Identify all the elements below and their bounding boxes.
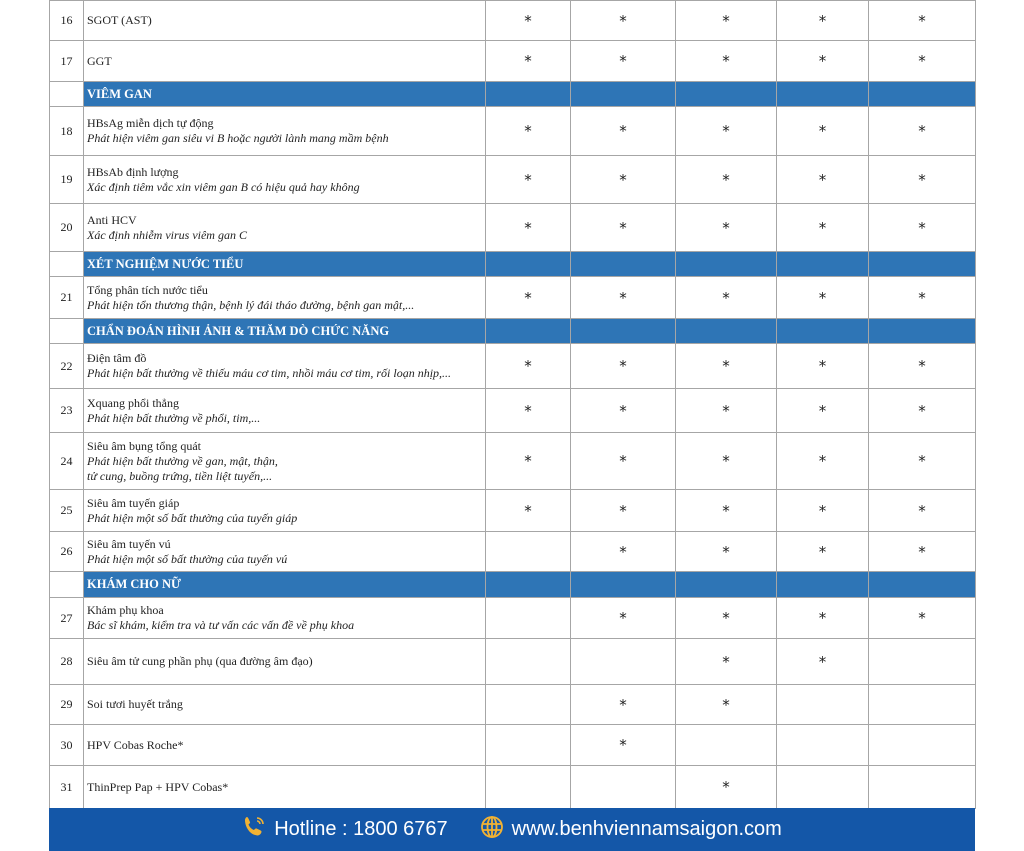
included-mark: *: [918, 288, 926, 307]
included-mark: *: [619, 218, 627, 237]
included-mark: *: [722, 170, 730, 189]
package-3-cell: [676, 156, 777, 204]
package-3-cell: [676, 433, 777, 490]
service-description: Phát hiện bất thường về phổi, tim,...: [87, 410, 261, 425]
row-number-empty: [50, 319, 84, 344]
service-cell: [84, 204, 486, 252]
service-description: Phát hiện tổn thương thận, bệnh lý đái tháo đường, bệnh gan mật,...: [87, 297, 415, 312]
included-mark: *: [722, 695, 730, 714]
package-1-cell: [486, 433, 571, 490]
package-4-cell: [777, 639, 869, 685]
service-name: Siêu âm tuyến giáp: [87, 495, 180, 510]
package-1-cell: [486, 344, 571, 389]
package-4-cell: [777, 532, 869, 572]
table-row: [50, 277, 976, 319]
included-mark: *: [722, 778, 730, 796]
package-3-cell: [676, 598, 777, 639]
included-mark: *: [818, 501, 827, 520]
package-4-cell: [777, 156, 869, 204]
package-5-cell: [869, 389, 976, 433]
package-5-cell: [869, 204, 976, 252]
service-description: Phát hiện một số bất thường của tuyến giáp: [87, 510, 298, 525]
service-description-line2: tử cung, buồng trứng, tiền liệt tuyến,...: [87, 468, 273, 483]
included-mark: *: [818, 218, 827, 237]
service-name: Tổng phân tích nước tiểu: [87, 282, 208, 297]
service-cell: [84, 532, 486, 572]
service-name: SGOT (AST): [87, 13, 152, 27]
included-mark: *: [918, 218, 926, 237]
included-mark: *: [818, 11, 827, 30]
included-mark: *: [619, 357, 627, 375]
included-mark: *: [524, 501, 532, 520]
included-mark: *: [818, 401, 827, 420]
row-number: 19: [50, 156, 84, 204]
service-name: HPV Cobas Roche*: [87, 737, 184, 752]
included-mark: *: [722, 11, 730, 30]
package-3-cell: [676, 107, 777, 156]
service-cell: [84, 598, 486, 639]
section-cell: [869, 319, 976, 344]
row-number: 29: [50, 685, 84, 725]
included-mark: *: [818, 609, 827, 627]
service-description: Phát hiện bất thường về gan, mật, thận,: [87, 453, 278, 468]
row-number: 17: [50, 41, 84, 82]
row-number-empty: [50, 82, 84, 107]
included-mark: *: [722, 452, 730, 470]
package-5-cell: [869, 639, 976, 685]
included-mark: *: [918, 11, 926, 30]
package-4-cell: [777, 277, 869, 319]
section-cell: [869, 82, 976, 107]
included-mark: *: [524, 357, 532, 375]
row-number: 28: [50, 639, 84, 685]
included-mark: *: [918, 452, 926, 470]
package-5-cell: [869, 1, 976, 41]
package-1-cell: [486, 277, 571, 319]
included-mark: *: [619, 695, 627, 714]
section-title: XÉT NGHIỆM NƯỚC TIỂU: [84, 252, 486, 277]
package-1-cell: [486, 389, 571, 433]
included-mark: *: [722, 542, 730, 561]
package-5-cell: [869, 532, 976, 572]
package-3-cell: [676, 725, 777, 766]
service-cell: [84, 725, 486, 766]
service-name: Anti HCV: [87, 212, 137, 227]
section-cell: [777, 82, 869, 107]
row-number: 27: [50, 598, 84, 639]
row-number: 25: [50, 490, 84, 532]
section-header-row: [50, 82, 976, 107]
included-mark: *: [722, 609, 730, 627]
included-mark: *: [619, 11, 627, 30]
section-cell: [486, 572, 571, 598]
row-number: 20: [50, 204, 84, 252]
included-mark: *: [619, 288, 627, 307]
package-2-cell: [571, 204, 676, 252]
row-number-empty: [50, 252, 84, 277]
package-1-cell: [486, 490, 571, 532]
service-cell: [84, 1, 486, 41]
table-row: [50, 490, 976, 532]
package-4-cell: [777, 433, 869, 490]
included-mark: *: [619, 52, 627, 70]
website-text: www.benhviennamsaigon.com: [511, 818, 782, 840]
section-cell: [571, 572, 676, 598]
included-mark: *: [918, 357, 926, 375]
package-4-cell: [777, 490, 869, 532]
section-header-row: [50, 572, 976, 598]
table-row: [50, 766, 976, 809]
package-1-cell: [486, 41, 571, 82]
package-3-cell: [676, 389, 777, 433]
table-row: [50, 156, 976, 204]
package-4-cell: [777, 389, 869, 433]
package-5-cell: [869, 490, 976, 532]
package-4-cell: [777, 725, 869, 766]
section-title: KHÁM CHO NỮ: [84, 572, 486, 598]
row-number: 31: [50, 766, 84, 809]
package-2-cell: [571, 433, 676, 490]
row-number: 24: [50, 433, 84, 490]
service-name: Soi tươi huyết trắng: [87, 697, 183, 711]
package-4-cell: [777, 204, 869, 252]
service-description: Bác sĩ khám, kiểm tra và tư vấn các vấn đề về phụ khoa: [87, 618, 355, 632]
package-4-cell: [777, 766, 869, 809]
service-description: Phát hiện viêm gan siêu vi B hoặc người lành mang mầm bệnh: [87, 131, 389, 145]
section-cell: [676, 572, 777, 598]
package-5-cell: [869, 598, 976, 639]
hotline-text: Hotline : 1800 6767: [274, 818, 448, 840]
package-1-cell: [486, 1, 571, 41]
service-name: Điện tâm đồ: [87, 351, 147, 365]
package-4-cell: [777, 685, 869, 725]
service-cell: [84, 685, 486, 725]
globe-icon: [480, 815, 504, 845]
service-name: HBsAb định lượng: [87, 164, 179, 179]
service-cell: [84, 277, 486, 319]
service-name: Siêu âm tuyến vú: [87, 536, 171, 551]
package-2-cell: [571, 598, 676, 639]
included-mark: *: [524, 452, 532, 470]
included-mark: *: [918, 52, 926, 70]
included-mark: *: [818, 357, 827, 375]
website-link[interactable]: [480, 815, 782, 845]
section-cell: [486, 252, 571, 277]
included-mark: *: [619, 736, 627, 754]
included-mark: *: [619, 452, 627, 470]
included-mark: *: [818, 52, 827, 70]
included-mark: *: [619, 170, 627, 189]
service-description: Xác định nhiễm virus viêm gan C: [87, 227, 247, 242]
package-2-cell: [571, 766, 676, 809]
section-header-row: [50, 252, 976, 277]
included-mark: *: [524, 170, 532, 189]
table-row: [50, 433, 976, 490]
row-number-empty: [50, 572, 84, 598]
package-2-cell: [571, 41, 676, 82]
included-mark: *: [722, 652, 730, 671]
package-5-cell: [869, 344, 976, 389]
table-row: [50, 107, 976, 156]
included-mark: *: [524, 288, 532, 307]
included-mark: *: [818, 652, 827, 671]
included-mark: *: [722, 218, 730, 237]
included-mark: *: [722, 122, 730, 140]
service-cell: [84, 41, 486, 82]
phone-icon: [242, 815, 266, 845]
table-row: [50, 41, 976, 82]
service-cell: [84, 639, 486, 685]
included-mark: *: [818, 542, 827, 561]
table-row: [50, 1, 976, 41]
service-description: Xác định tiêm vắc xin viêm gan B có hiệu quả hay không: [87, 179, 360, 194]
included-mark: *: [722, 401, 730, 420]
included-mark: *: [524, 401, 532, 420]
included-mark: *: [619, 401, 627, 420]
table-row: [50, 639, 976, 685]
included-mark: *: [918, 170, 926, 189]
package-5-cell: [869, 685, 976, 725]
package-3-cell: [676, 532, 777, 572]
package-1-cell: [486, 725, 571, 766]
package-2-cell: [571, 639, 676, 685]
included-mark: *: [524, 52, 532, 70]
section-cell: [777, 252, 869, 277]
service-cell: [84, 766, 486, 809]
package-5-cell: [869, 277, 976, 319]
row-number: 30: [50, 725, 84, 766]
package-1-cell: [486, 598, 571, 639]
section-cell: [676, 252, 777, 277]
service-cell: [84, 433, 486, 490]
package-2-cell: [571, 490, 676, 532]
package-3-cell: [676, 41, 777, 82]
section-cell: [676, 319, 777, 344]
package-4-cell: [777, 598, 869, 639]
package-4-cell: [777, 107, 869, 156]
row-number: 16: [50, 1, 84, 41]
included-mark: *: [619, 609, 627, 627]
included-mark: *: [524, 218, 532, 237]
service-cell: [84, 389, 486, 433]
section-title: CHẨN ĐOÁN HÌNH ẢNH & THĂM DÒ CHỨC NĂNG: [84, 319, 486, 344]
included-mark: *: [524, 11, 532, 30]
table-row: [50, 204, 976, 252]
included-mark: *: [918, 401, 926, 420]
package-3-cell: [676, 766, 777, 809]
table-row: [50, 344, 976, 389]
service-description: Phát hiện một số bất thường của tuyến vú: [87, 551, 288, 566]
row-number: 23: [50, 389, 84, 433]
package-3-cell: [676, 1, 777, 41]
included-mark: *: [722, 288, 730, 307]
package-5-cell: [869, 41, 976, 82]
section-cell: [777, 572, 869, 598]
package-5-cell: [869, 156, 976, 204]
table-row: [50, 685, 976, 725]
package-4-cell: [777, 41, 869, 82]
service-description: Phát hiện bất thường về thiếu máu cơ tim, nhồi máu cơ tim, rối loạn nhịp,...: [87, 366, 452, 380]
included-mark: *: [818, 288, 827, 307]
included-mark: *: [918, 609, 926, 627]
section-cell: [571, 82, 676, 107]
package-1-cell: [486, 766, 571, 809]
package-2-cell: [571, 725, 676, 766]
included-mark: *: [918, 542, 926, 561]
included-mark: *: [619, 542, 627, 561]
included-mark: *: [619, 501, 627, 520]
row-number: 22: [50, 344, 84, 389]
section-cell: [486, 319, 571, 344]
package-1-cell: [486, 107, 571, 156]
table-row: [50, 389, 976, 433]
included-mark: *: [818, 170, 827, 189]
service-cell: [84, 490, 486, 532]
section-cell: [777, 319, 869, 344]
package-5-cell: [869, 766, 976, 809]
package-5-cell: [869, 433, 976, 490]
footer-bar: [49, 808, 975, 851]
package-2-cell: [571, 1, 676, 41]
package-2-cell: [571, 389, 676, 433]
included-mark: *: [619, 122, 627, 140]
included-mark: *: [818, 452, 827, 470]
package-3-cell: [676, 685, 777, 725]
service-name: Xquang phổi thẳng: [87, 395, 179, 410]
section-cell: [676, 82, 777, 107]
service-name: HBsAg miễn dịch tự động: [87, 116, 214, 130]
service-cell: [84, 107, 486, 156]
package-4-cell: [777, 1, 869, 41]
service-name: Siêu âm tử cung phần phụ (qua đường âm đạo): [87, 654, 313, 668]
included-mark: *: [918, 122, 926, 140]
table-row: [50, 725, 976, 766]
package-2-cell: [571, 685, 676, 725]
package-3-cell: [676, 204, 777, 252]
included-mark: *: [722, 501, 730, 520]
package-1-cell: [486, 639, 571, 685]
package-1-cell: [486, 156, 571, 204]
row-number: 26: [50, 532, 84, 572]
service-cell: [84, 156, 486, 204]
included-mark: *: [818, 122, 827, 140]
package-5-cell: [869, 725, 976, 766]
package-2-cell: [571, 532, 676, 572]
table-row: [50, 532, 976, 572]
service-name: GGT: [87, 53, 112, 68]
table-row: [50, 598, 976, 639]
package-1-cell: [486, 685, 571, 725]
section-title: VIÊM GAN: [84, 82, 486, 107]
included-mark: *: [524, 122, 532, 140]
service-cell: [84, 344, 486, 389]
hotline[interactable]: [242, 815, 447, 845]
package-3-cell: [676, 277, 777, 319]
included-mark: *: [722, 357, 730, 375]
package-2-cell: [571, 344, 676, 389]
section-header-row: [50, 319, 976, 344]
section-cell: [869, 252, 976, 277]
package-1-cell: [486, 204, 571, 252]
package-2-cell: [571, 156, 676, 204]
included-mark: *: [722, 52, 730, 70]
package-4-cell: [777, 344, 869, 389]
section-cell: [571, 319, 676, 344]
package-2-cell: [571, 107, 676, 156]
included-mark: *: [918, 501, 926, 520]
package-3-cell: [676, 490, 777, 532]
section-cell: [571, 252, 676, 277]
package-3-cell: [676, 344, 777, 389]
service-name: Khám phụ khoa: [87, 603, 164, 617]
section-cell: [486, 82, 571, 107]
package-3-cell: [676, 639, 777, 685]
row-number: 21: [50, 277, 84, 319]
package-1-cell: [486, 532, 571, 572]
service-name: Siêu âm bụng tổng quát: [87, 438, 201, 453]
row-number: 18: [50, 107, 84, 156]
package-5-cell: [869, 107, 976, 156]
service-name: ThinPrep Pap + HPV Cobas*: [87, 779, 229, 794]
section-cell: [869, 572, 976, 598]
package-table: [49, 0, 976, 809]
package-2-cell: [571, 277, 676, 319]
